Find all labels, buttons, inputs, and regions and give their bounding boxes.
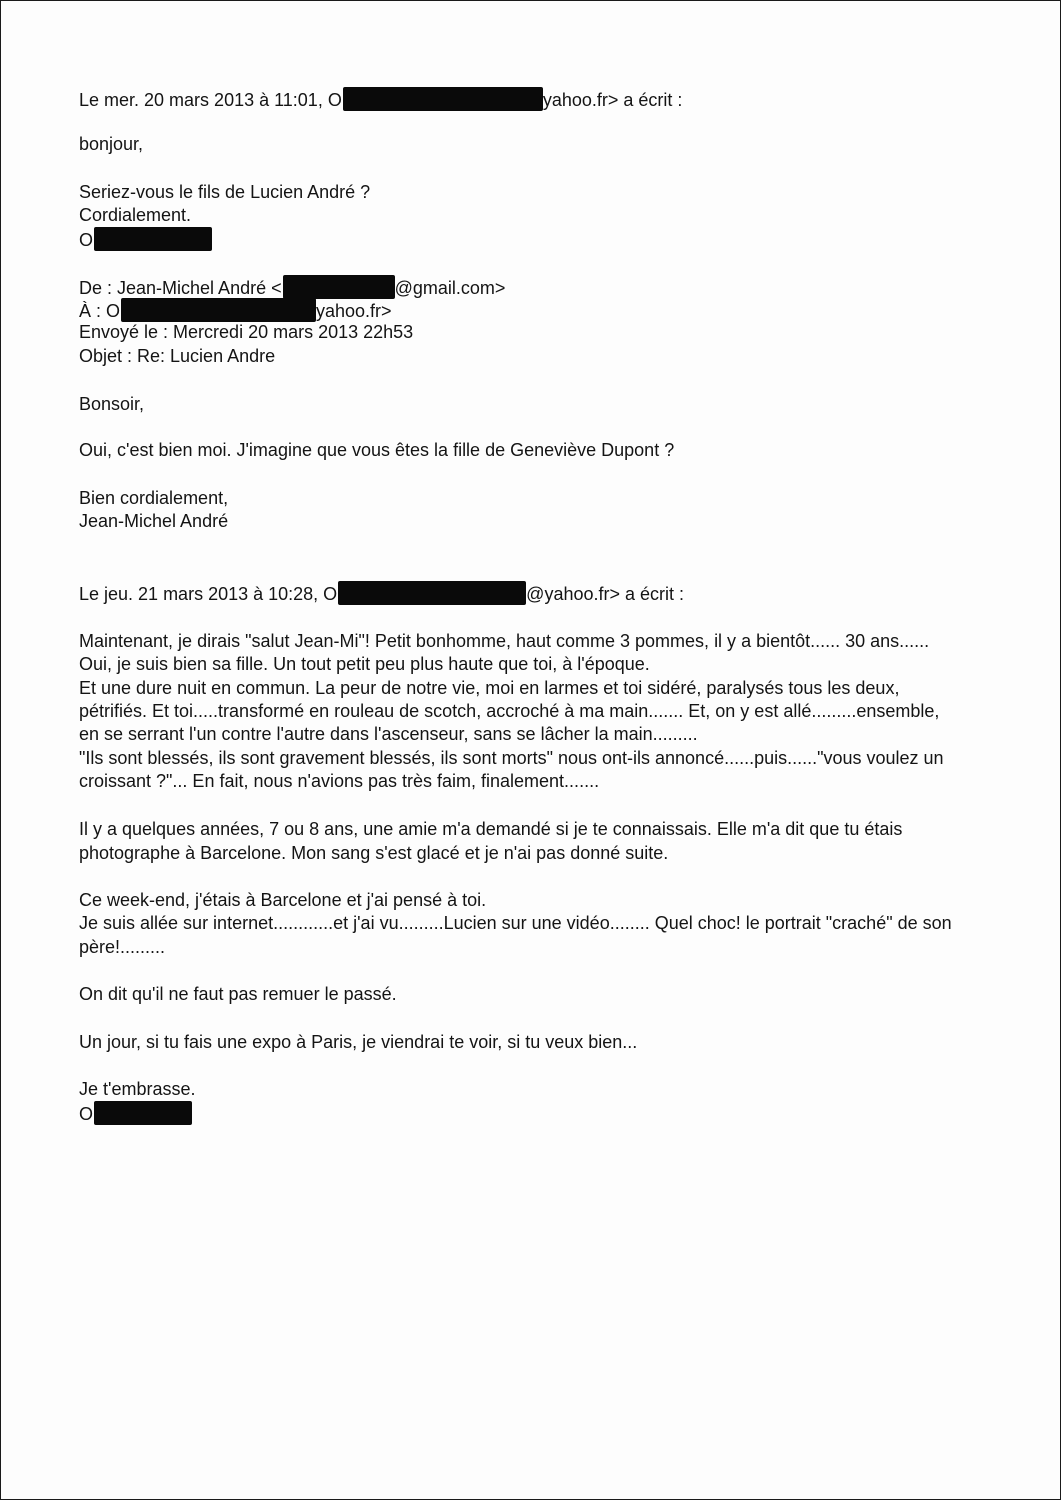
email2-from-suffix: @gmail.com> <box>394 278 506 298</box>
email3-signature <box>79 1101 192 1126</box>
email2-body: Oui, c'est bien moi. J'imagine que vous êtes la fille de Geneviève Dupont ? <box>79 440 675 460</box>
email3-line: Ce week-end, j'étais à Barcelone et j'ai pensé à toi. <box>79 890 487 910</box>
email3-line: Il y a quelques années, 7 ou 8 ans, une amie m'a demandé si je te connaissais. Elle m'a dit que tu étais <box>79 819 903 839</box>
redaction-bar <box>283 275 395 299</box>
email2-from <box>79 275 505 300</box>
email1-body: Seriez-vous le fils de Lucien André ? <box>79 182 371 202</box>
email1-closing: Cordialement. <box>79 205 192 225</box>
email3-header-prefix: Le jeu. 21 mars 2013 à 10:28, O <box>79 584 338 604</box>
redaction-bar <box>94 1101 192 1125</box>
email1-header-prefix: Le mer. 20 mars 2013 à 11:01, O <box>79 90 342 110</box>
email3-closing: Je t'embrasse. <box>79 1079 196 1099</box>
email3-line: Maintenant, je dirais "salut Jean-Mi"! Petit bonhomme, haut comme 3 pommes, il y a bientôt...... 30 ans...... <box>79 631 930 651</box>
email3-line: Un jour, si tu fais une expo à Paris, je viendrai te voir, si tu veux bien... <box>79 1032 638 1052</box>
email1-greeting: bonjour, <box>79 134 144 154</box>
email2-closing: Bien cordialement, <box>79 488 229 508</box>
email3-line: Je suis allée sur internet............et j'ai vu.........Lucien sur une vidéo........ Quel choc! le portrait "craché" de son <box>79 913 952 933</box>
email3-line: Et une dure nuit en commun. La peur de notre vie, moi en larmes et toi sidéré, paralysés tous les deux, <box>79 678 900 698</box>
redaction-bar <box>94 227 212 251</box>
email3-line: photographe à Barcelone. Mon sang s'est glacé et je n'ai pas donné suite. <box>79 843 669 863</box>
email3-line: croissant ?"... En fait, nous n'avions pas très faim, finalement....... <box>79 771 600 791</box>
email1-signature-initial: O <box>79 230 94 250</box>
email3-signature-initial: O <box>79 1104 94 1124</box>
email1-header <box>79 87 682 112</box>
email3-line: pétrifiés. Et toi.....transformé en rouleau de scotch, accroché à ma main....... Et, on y est allé.........ensemble, <box>79 701 940 721</box>
email1-signature <box>79 227 212 252</box>
redaction-bar <box>121 298 316 322</box>
email3-line: en se serrant l'un contre l'autre dans l'ascenseur, sans se lâcher la main......... <box>79 724 698 744</box>
email2-signature: Jean-Michel André <box>79 511 229 531</box>
email2-to <box>79 298 392 323</box>
email2-subject: Objet : Re: Lucien Andre <box>79 346 276 366</box>
email3-line: père!......... <box>79 937 166 957</box>
email3-header-suffix: @yahoo.fr> a écrit : <box>526 584 685 604</box>
email2-greeting: Bonsoir, <box>79 394 145 414</box>
email2-to-suffix: yahoo.fr> <box>316 301 392 321</box>
email3-line: "Ils sont blessés, ils sont gravement blessés, ils sont morts" nous ont-ils annoncé......puis......"vous voulez un <box>79 748 944 768</box>
email1-header-suffix: yahoo.fr> a écrit : <box>542 90 683 110</box>
email3-header <box>79 581 684 606</box>
redaction-bar <box>343 87 543 111</box>
email2-from-prefix: De : Jean-Michel André < <box>79 278 282 298</box>
email3-line: Oui, je suis bien sa fille. Un tout petit peu plus haute que toi, à l'époque. <box>79 654 650 674</box>
email2-sent: Envoyé le : Mercredi 20 mars 2013 22h53 <box>79 322 414 342</box>
email3-line: On dit qu'il ne faut pas remuer le passé. <box>79 984 397 1004</box>
email2-to-prefix: À : O <box>79 301 121 321</box>
redaction-bar <box>338 581 526 605</box>
